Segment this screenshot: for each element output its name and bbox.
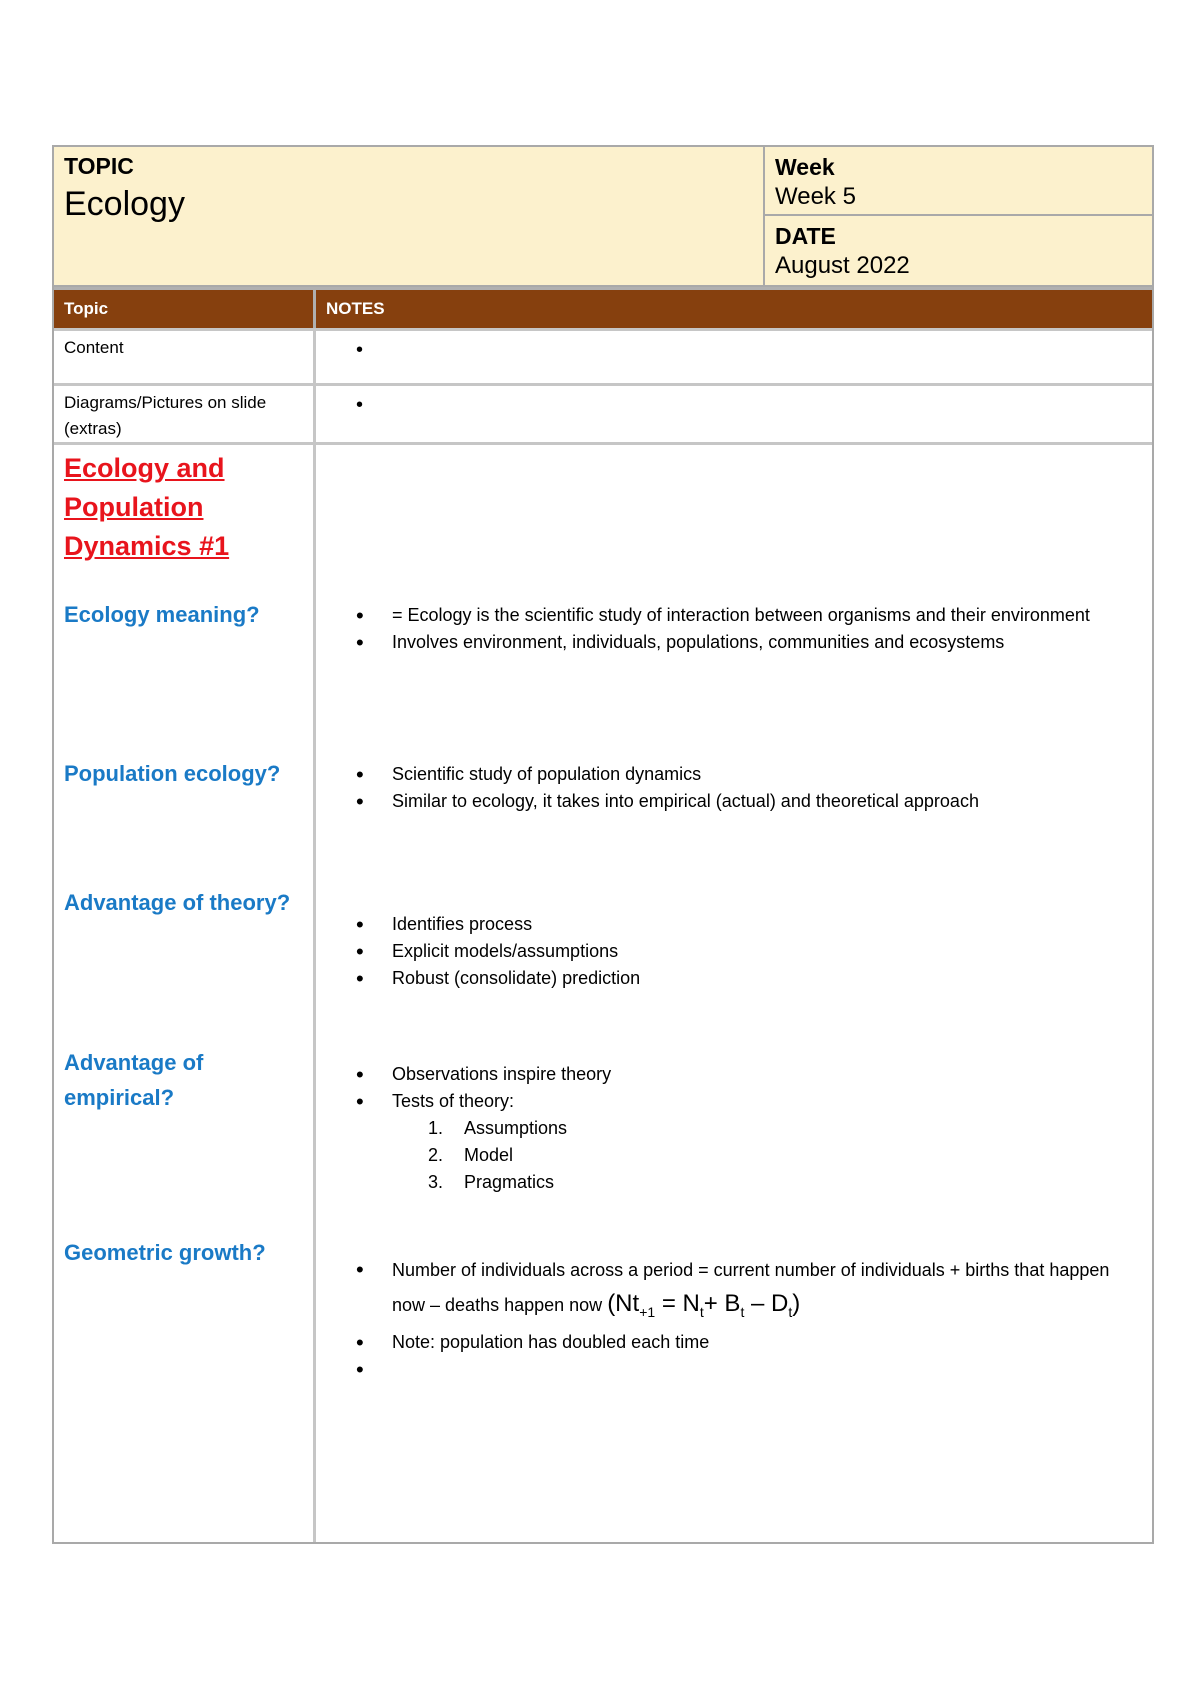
numbered-list [392,1115,1092,1196]
formula-sub: t [699,1303,704,1320]
topic-label: TOPIC [64,153,134,179]
header-notes: NOTES [326,299,385,318]
diagrams-label: Diagrams/Pictures on slide (extras) [54,386,316,442]
numbered-item [392,1115,1092,1142]
bullet-icon: • [356,339,364,361]
answer-list-3 [356,911,1126,992]
list-item: • Scientific study of population dynamics [356,761,1126,788]
formula-sub: t [740,1303,745,1320]
list-item: • Explicit models/assumptions [356,938,1126,965]
growth-formula [607,1290,801,1320]
answer-list-2 [356,761,1126,815]
list-item-text: Number of individuals across a period = current number of individuals + births that happen now – deaths happen now [392,1260,1110,1315]
formula-sub: t [788,1303,793,1320]
table-header-row [54,287,1152,328]
question-ecology-meaning: Ecology meaning? [64,602,260,627]
date-cell [765,216,1152,285]
topic-cell [54,147,765,285]
item-text: Pragmatics [464,1172,555,1192]
list-item: • Identifies process [356,911,1126,938]
list-item: • Similar to ecology, it takes into empirical (actual) and theoretical approach [356,788,1126,815]
item-text: Model [464,1145,514,1165]
content-notes [316,331,1152,383]
date-value: August 2022 [775,252,910,279]
week-date-cells [765,147,1152,285]
question-advantage-theory: Advantage of theory? [64,890,291,915]
list-item: • = Ecology is the scientific study of interaction between organisms and their environment [356,602,1126,629]
numbered-item [392,1142,1092,1169]
content-row [54,328,1152,383]
answer-list-4 [356,1061,1126,1115]
diagrams-notes [316,386,1152,442]
content-label: Content [54,331,316,383]
formula-part: ) [792,1290,801,1317]
list-item [356,1253,1116,1329]
question-geometric-growth: Geometric growth? [64,1240,266,1265]
formula-part: – D [744,1290,789,1317]
formula-sub: +1 [639,1303,656,1320]
question-population-ecology: Population ecology? [64,761,281,786]
list-item-empty [356,1356,1116,1383]
answer-list-5 [356,1253,1116,1383]
date-label: DATE [775,223,836,249]
item-number: 1. [428,1118,444,1138]
week-label: Week [775,154,835,180]
bullet-icon: • [356,394,364,416]
item-text: Assumptions [464,1118,568,1138]
main-topics [54,445,316,1542]
numbered-item [392,1169,1092,1196]
section-title: Ecology and Population Dynamics #1 [64,453,230,561]
question-advantage-empirical: Advantage of empirical? [64,1050,204,1110]
item-number: 2. [428,1145,444,1165]
list-item: • Observations inspire theory [356,1061,1126,1088]
notes-page [52,145,1154,1544]
formula-part: (Nt [607,1290,640,1317]
notes-table [52,287,1154,1544]
week-cell [765,147,1152,216]
topic-value: Ecology [64,185,185,223]
main-row [54,442,1152,1542]
header-block [52,145,1154,287]
list-item-text: Tests of theory: [392,1091,515,1111]
formula-part: + B [703,1290,741,1317]
diagrams-row [54,383,1152,442]
header-topic: Topic [54,290,316,328]
list-item: • Robust (consolidate) prediction [356,965,1126,992]
main-notes [316,445,1152,1542]
list-item [356,1088,1126,1115]
formula-part: = N [655,1290,700,1317]
item-number: 3. [428,1172,444,1192]
week-value: Week 5 [775,183,856,210]
answer-list-1 [356,602,1126,656]
list-item: • Note: population has doubled each time [356,1329,1116,1356]
list-item: • Involves environment, individuals, populations, communities and ecosystems [356,629,1126,656]
